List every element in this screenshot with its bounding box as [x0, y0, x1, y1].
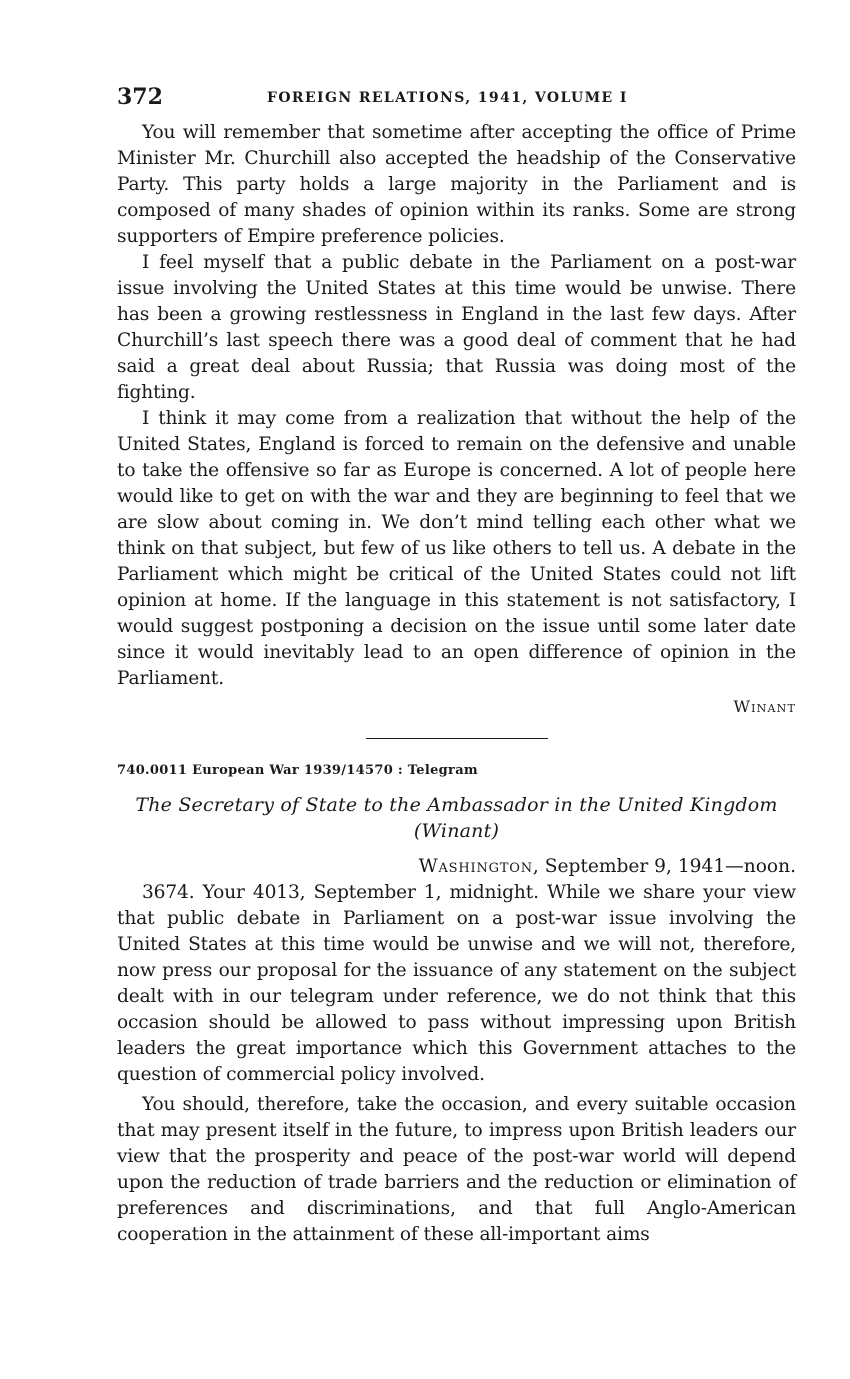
letter-secretary-of-state	[117, 763, 796, 1248]
document-heading: The Secretary of State to the Ambassador in the United Kingdom (Winant)	[135, 794, 778, 842]
body-paragraph: I feel myself that a public debate in the Parliament on a post-war issue involving the United States at this time would be unwise. There has been a growing restlessness in England in the last few days. After Churchill’s last speech there was a good deal of comment that he had said a great deal about Russia; that Russia was doing most of the fighting.	[117, 252, 796, 403]
dateline-date: , September 9, 1941—noon.	[532, 856, 796, 877]
body-paragraph: You will remember that sometime after accepting the office of Prime Minister Mr. Churchill also accepted the headship of the Conservative Party. This party holds a large majority in the Parliament and is composed of many shades of opinion within its ranks. Some are strong supporters of Empire preference policies.	[117, 122, 796, 247]
signature: Winant	[733, 697, 796, 716]
running-header	[117, 80, 796, 120]
running-title: FOREIGN RELATIONS, 1941, VOLUME I	[267, 90, 628, 106]
body-paragraph: 3674. Your 4013, September 1, midnight. While we share your view that public debate in Parliament on a post-war issue involving the United States at this time would be unwise and we will not, therefore, now press our proposal for the issuance of any statement on the subject dealt with in our telegram under reference, we do not think that this occasion should be allowed to pass without impressing upon British leaders the great importance which this Government attaches to the question of commercial policy involved.	[117, 882, 796, 1085]
dateline	[117, 854, 796, 880]
dateline-place: Washington	[418, 856, 533, 877]
page-number: 372	[117, 84, 163, 110]
body-paragraph: I think it may come from a realization that without the help of the United States, England is forced to remain on the defensive and unable to take the offensive so far as Europe is concerned. A lot of people here would like to get on with the war and they are beginning to feel that we are slow about coming in. We don’t mind telling each other what we think on that subject, but few of us like others to tell us. A debate in the Parliament which might be critical of the United States could not lift opinion at home. If the language in this statement is not satisfactory, I would suggest postponing a decision on the issue until some later date since it would inevitably lead to an open difference of opinion in the Parliament.	[117, 408, 796, 689]
body-paragraph: You should, therefore, take the occasion, and every suitable occasion that may present itself in the future, to impress upon British leaders our view that the prosperity and peace of the post-war world will depend upon the reduction of trade barriers and the reduction or elimination of preferences and discriminations, and that full Anglo-American cooperation in the attainment of these all-important aims	[117, 1094, 796, 1245]
letter-winant	[117, 120, 796, 720]
section-divider	[366, 738, 548, 739]
document-page	[117, 80, 796, 1248]
file-reference: 740.0011 European War 1939/14570 : Telegram	[117, 763, 478, 778]
